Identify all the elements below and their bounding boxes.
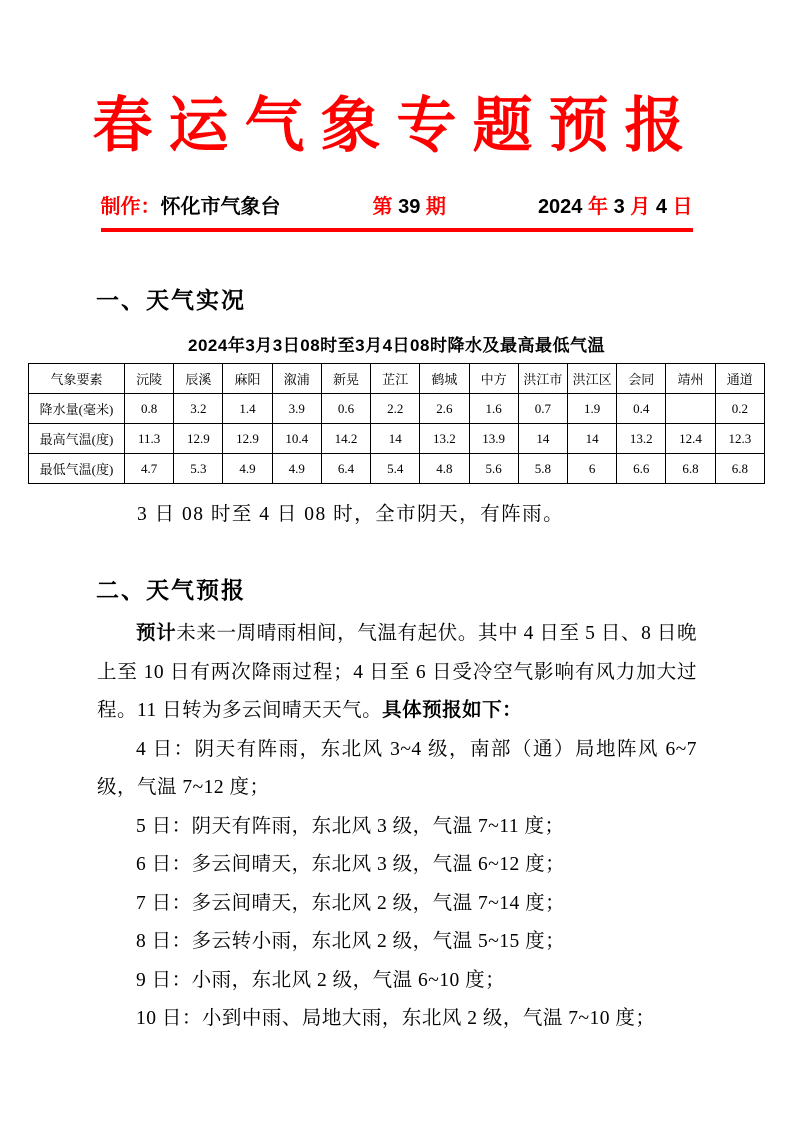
table-cell: 10.4 [272,424,321,454]
table-header-cell: 气象要素 [29,364,125,394]
table-header-cell: 麻阳 [223,364,272,394]
table-cell: 14 [518,424,567,454]
table-cell: 14.2 [321,424,370,454]
table-cell: 6.8 [666,454,715,484]
table-cell: 13.2 [617,424,666,454]
table-cell: 0.6 [321,394,370,424]
daily-forecast-list [0,731,793,1039]
table-cell: 5.8 [518,454,567,484]
table-cell: 2.2 [371,394,420,424]
table-cell: 4.9 [223,454,272,484]
table-row-min-temp [29,454,765,484]
table-cell: 5.4 [371,454,420,484]
table-cell: 5.3 [174,454,223,484]
table-header-cell: 芷江 [371,364,420,394]
issue-prefix: 第 [372,196,393,218]
table-cell: 6.8 [715,454,764,484]
table-cell: 14 [371,424,420,454]
date-year-unit: 年 [588,196,608,218]
table-row-label: 最高气温(度) [29,424,125,454]
date-year: 2024 [537,196,583,218]
forecast-day-8: 8 日：多云转小雨，东北风 2 级，气温 5~15 度； [136,931,566,952]
table-cell: 3.2 [174,394,223,424]
table-cell: 5.6 [469,454,518,484]
table-header-cell: 靖州 [666,364,715,394]
weather-table-title: 2024年3月3日08时至3月4日08时降水及最高最低气温 [188,336,605,355]
section2-heading: 二、天气预报 [96,577,246,603]
table-cell: 12.9 [223,424,272,454]
forecast-intro-lead: 预计 [136,623,177,644]
maker-field [101,190,281,219]
table-cell: 12.3 [715,424,764,454]
forecast-day-10: 10 日：小到中雨、局地大雨，东北风 2 级，气温 7~10 度； [136,1008,656,1029]
date-day: 4 [655,196,667,218]
table-row-label: 降水量(毫米) [29,394,125,424]
table-cell: 2.6 [420,394,469,424]
table-header-row [29,364,765,394]
table-cell [666,394,715,424]
masthead-meta-row [101,190,693,232]
table-cell: 4.9 [272,454,321,484]
forecast-day-4: 4 日：阴天有阵雨，东北风 3~4 级，南部（通）局地阵风 6~7 级，气温 7~12 度； [97,738,697,798]
issue-number: 39 [398,196,421,218]
table-cell: 1.4 [223,394,272,424]
table-row-precipitation [29,394,765,424]
table-header-cell: 洪江区 [567,364,616,394]
section1-heading: 一、天气实况 [96,287,246,313]
table-cell: 6 [567,454,616,484]
table-cell: 0.8 [125,394,174,424]
table-row-max-temp [29,424,765,454]
table-cell: 6.4 [321,454,370,484]
table-cell: 13.9 [469,424,518,454]
table-cell: 14 [567,424,616,454]
table-cell: 12.9 [174,424,223,454]
forecast-day-6: 6 日：多云间晴天，东北风 3 级，气温 6~12 度； [136,854,566,875]
date-month: 3 [613,196,625,218]
table-cell: 0.7 [518,394,567,424]
forecast-day-9: 9 日：小雨，东北风 2 级，气温 6~10 度； [136,969,506,991]
table-cell: 12.4 [666,424,715,454]
table-header-cell: 通道 [715,364,764,394]
table-cell: 3.9 [272,394,321,424]
issue-field [373,190,446,219]
table-cell: 11.3 [125,424,174,454]
table-cell: 4.8 [420,454,469,484]
date-month-unit: 月 [630,196,651,218]
page-title: 春运气象专题预报 [92,93,701,159]
forecast-intro-body: 未来一周晴雨相间，气温有起伏。其中 4 日至 5 日、8 日晚上至 10 日有两次降雨过程；4 日至 6 日受冷空气影响有风力加大过程。11 日转为多云间晴天天气。 [97,623,697,721]
table-header-cell: 中方 [469,364,518,394]
maker-value: 怀化市气象台 [160,196,281,218]
date-day-unit: 日 [672,196,693,218]
table-cell: 13.2 [420,424,469,454]
forecast-intro [97,615,697,731]
maker-label: 制作： [100,196,161,218]
table-cell: 4.7 [125,454,174,484]
weather-table [28,363,765,484]
table-header-cell: 鹤城 [420,364,469,394]
date-field [538,190,693,219]
weather-summary: 3 日 08 时至 4 日 08 时，全市阴天，有阵雨。 [137,504,565,525]
table-cell: 6.6 [617,454,666,484]
table-header-cell: 辰溪 [174,364,223,394]
table-row-label: 最低气温(度) [29,454,125,484]
forecast-day-5: 5 日：阴天有阵雨，东北风 3 级，气温 7~11 度； [136,815,565,837]
forecast-day-7: 7 日：多云间晴天，东北风 2 级，气温 7~14 度； [136,892,566,914]
table-header-cell: 新晃 [321,364,370,394]
table-header-cell: 会同 [617,364,666,394]
table-cell: 1.6 [469,394,518,424]
issue-suffix: 期 [425,196,446,218]
table-cell: 1.9 [567,394,616,424]
table-header-cell: 溆浦 [272,364,321,394]
table-header-cell: 洪江市 [518,364,567,394]
table-cell: 0.2 [715,394,764,424]
forecast-intro-tail: 具体预报如下： [382,700,523,721]
table-header-cell: 沅陵 [125,364,174,394]
table-cell: 0.4 [617,394,666,424]
